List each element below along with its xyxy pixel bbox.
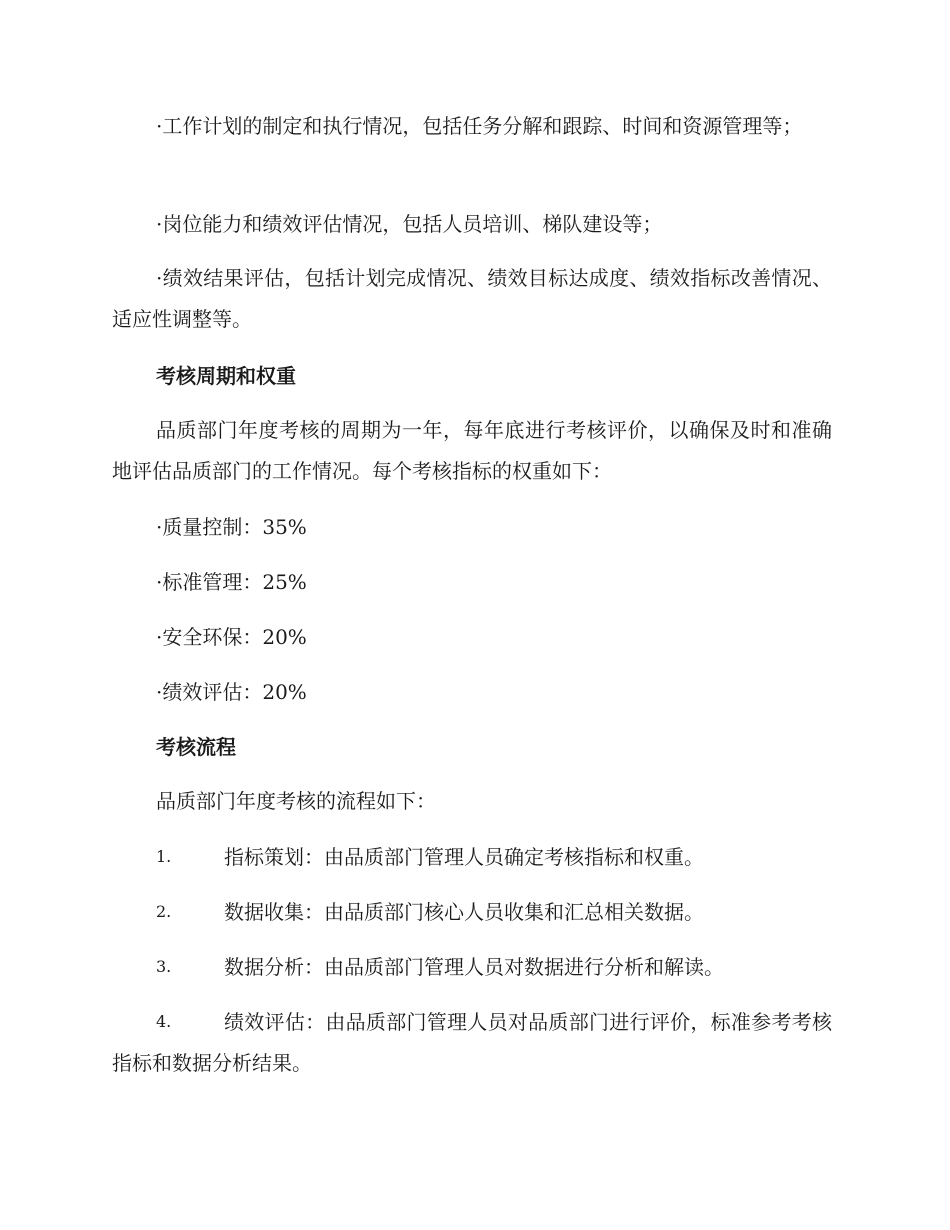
step-number: 1. (156, 847, 172, 866)
step-text: 数据分析：由品质部门管理人员对数据进行分析和解读。 (224, 955, 724, 979)
weight-item-performance-evaluation: ·绩效评估：20% (156, 680, 307, 704)
step-number: 4. (156, 1012, 172, 1031)
bullet-work-plan: ·工作计划的制定和执行情况，包括任务分解和跟踪、时间和资源管理等； (156, 114, 803, 138)
paragraph-cycle: 品质部门年度考核的周期为一年，每年底进行考核评价，以确保及时和准确地评估品质部门的工作情况。每个考核指标的权重如下： (112, 418, 832, 483)
heading-process: 考核流程 (156, 735, 236, 759)
step-text: 指标策划：由品质部门管理人员确定考核指标和权重。 (224, 845, 704, 869)
weight-item-safety-environment: ·安全环保：20% (156, 625, 307, 649)
step-number: 3. (156, 957, 172, 976)
weight-item-quality-control: ·质量控制：35% (156, 515, 307, 539)
step-text-wrapping: 绩效评估：由品质部门管理人员对品质部门进行评价，标准参考考核指标和数据分析结果。 (112, 1010, 832, 1075)
step-number: 2. (156, 902, 172, 921)
bullet-performance-result: ·绩效结果评估，包括计划完成情况、绩效目标达成度、绩效指标改善情况、适应性调整等。 (112, 266, 832, 331)
heading-cycle-weight: 考核周期和权重 (156, 364, 296, 388)
paragraph-process-intro: 品质部门年度考核的流程如下： (156, 789, 436, 813)
step-text: 数据收集：由品质部门核心人员收集和汇总相关数据。 (224, 900, 704, 924)
weight-item-standard-management: ·标准管理：25% (156, 570, 307, 594)
bullet-position-ability: ·岗位能力和绩效评估情况，包括人员培训、梯队建设等； (156, 212, 663, 236)
